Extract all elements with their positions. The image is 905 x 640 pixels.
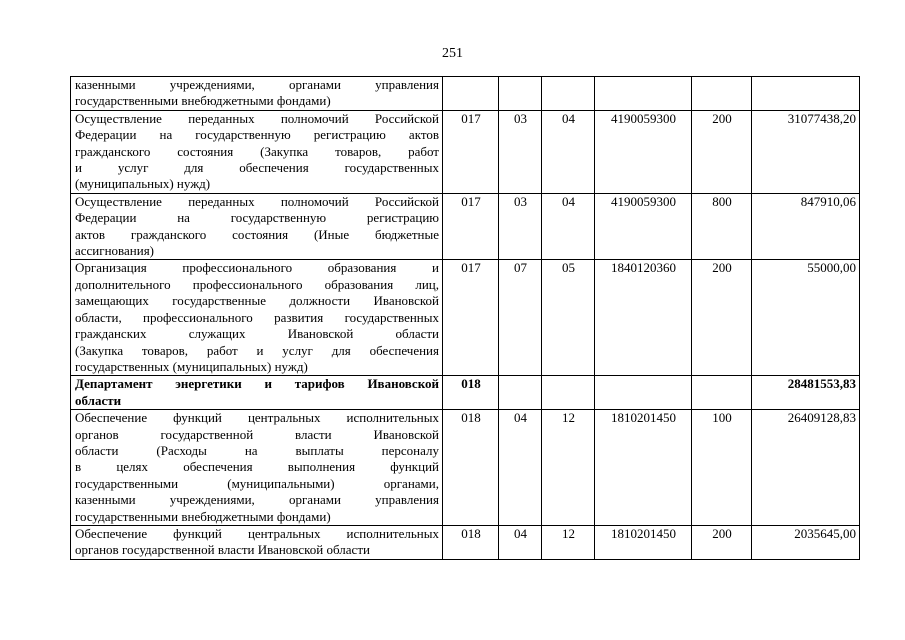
expense-type-cell (692, 77, 752, 111)
description-cell (71, 410, 443, 526)
description-line: ассигнования) (75, 243, 155, 259)
expense-type-cell: 200 (692, 260, 752, 376)
description-cell (71, 77, 443, 111)
expense-type-cell: 200 (692, 525, 752, 559)
table-row (71, 260, 860, 376)
table-row (71, 193, 860, 260)
subsection-code-cell: 12 (542, 410, 595, 526)
description-line: гражданских служащих Ивановской области (75, 326, 439, 342)
budget-table-body (71, 77, 860, 560)
table-row (71, 77, 860, 111)
description-line: и услуг для обеспечения государственных (75, 160, 439, 176)
table-row (71, 525, 860, 559)
target-article-cell: 1810201450 (595, 410, 692, 526)
expense-type-cell: 800 (692, 193, 752, 260)
description-line: государственными внебюджетными фондами) (75, 508, 331, 524)
page-number: 251 (442, 46, 463, 61)
expense-type-cell: 200 (692, 110, 752, 193)
amount-cell (752, 77, 860, 111)
description-line: Организация профессионального образования и (75, 260, 439, 276)
description-cell (71, 260, 443, 376)
target-article-cell: 1840120360 (595, 260, 692, 376)
table-row (71, 110, 860, 193)
subsection-code-cell: 04 (542, 193, 595, 260)
description-line: области (Расходы на выплаты персоналу (75, 442, 439, 458)
description-line: органов государственной власти Ивановской области (75, 542, 370, 558)
admin-code-cell: 018 (443, 410, 499, 526)
amount-cell: 31077438,20 (752, 110, 860, 193)
description-line: Обеспечение функций центральных исполнительных (75, 525, 439, 541)
description-line: дополнительного профессионального образования лиц, (75, 276, 439, 292)
description-line: казенными учреждениями, органами управления (75, 77, 439, 92)
admin-code-cell: 017 (443, 110, 499, 193)
section-code-cell: 04 (499, 525, 542, 559)
amount-cell: 55000,00 (752, 260, 860, 376)
budget-table (70, 76, 860, 560)
amount-cell: 2035645,00 (752, 525, 860, 559)
description-cell (71, 193, 443, 260)
section-code-cell (499, 77, 542, 111)
description-line: замещающих государственные должности Ивановской (75, 293, 439, 309)
description-line: области, профессионального развития государственных (75, 309, 439, 325)
description-line: Осуществление переданных полномочий Российской (75, 193, 439, 209)
subsection-code-cell: 05 (542, 260, 595, 376)
admin-code-cell: 018 (443, 525, 499, 559)
amount-cell: 26409128,83 (752, 410, 860, 526)
description-line: казенными учреждениями, органами управления (75, 492, 439, 508)
description-line: в целях обеспечения выполнения функций (75, 459, 439, 475)
description-cell (71, 525, 443, 559)
target-article-cell (595, 376, 692, 410)
amount-cell: 847910,06 (752, 193, 860, 260)
expense-type-cell: 100 (692, 410, 752, 526)
description-line: актов гражданского состояния (Иные бюджетные (75, 226, 439, 242)
description-line: государственными (муниципальными) органами, (75, 475, 439, 491)
section-code-cell: 04 (499, 410, 542, 526)
section-code-cell: 07 (499, 260, 542, 376)
description-line: государственных (муниципальных) нужд) (75, 358, 308, 374)
subsection-code-cell (542, 376, 595, 410)
description-line: гражданского состояния (Закупка товаров, работ (75, 143, 439, 159)
subsection-code-cell: 04 (542, 110, 595, 193)
target-article-cell: 4190059300 (595, 193, 692, 260)
admin-code-cell: 017 (443, 193, 499, 260)
admin-code-cell: 017 (443, 260, 499, 376)
section-code-cell: 03 (499, 193, 542, 260)
description-line: Департамент энергетики и тарифов Ивановской (75, 376, 439, 392)
expense-type-cell (692, 376, 752, 410)
subsection-code-cell: 12 (542, 525, 595, 559)
description-line: Обеспечение функций центральных исполнительных (75, 410, 439, 426)
description-line: Федерации на государственную регистрацию (75, 210, 439, 226)
section-code-cell: 03 (499, 110, 542, 193)
target-article-cell: 1810201450 (595, 525, 692, 559)
section-code-cell (499, 376, 542, 410)
description-cell (71, 376, 443, 410)
table-row (71, 410, 860, 526)
description-line: (муниципальных) нужд) (75, 176, 211, 192)
admin-code-cell: 018 (443, 376, 499, 410)
admin-code-cell (443, 77, 499, 111)
description-line: государственными внебюджетными фондами) (75, 93, 331, 109)
description-line: (Закупка товаров, работ и услуг для обеспечения (75, 342, 439, 358)
description-line: области (75, 392, 122, 408)
target-article-cell (595, 77, 692, 111)
description-cell (71, 110, 443, 193)
subsection-code-cell (542, 77, 595, 111)
description-line: Федерации на государственную регистрацию актов (75, 127, 439, 143)
target-article-cell: 4190059300 (595, 110, 692, 193)
table-row (71, 376, 860, 410)
description-line: Осуществление переданных полномочий Российской (75, 110, 439, 126)
description-line: органов государственной власти Ивановской (75, 426, 439, 442)
amount-cell: 28481553,83 (752, 376, 860, 410)
